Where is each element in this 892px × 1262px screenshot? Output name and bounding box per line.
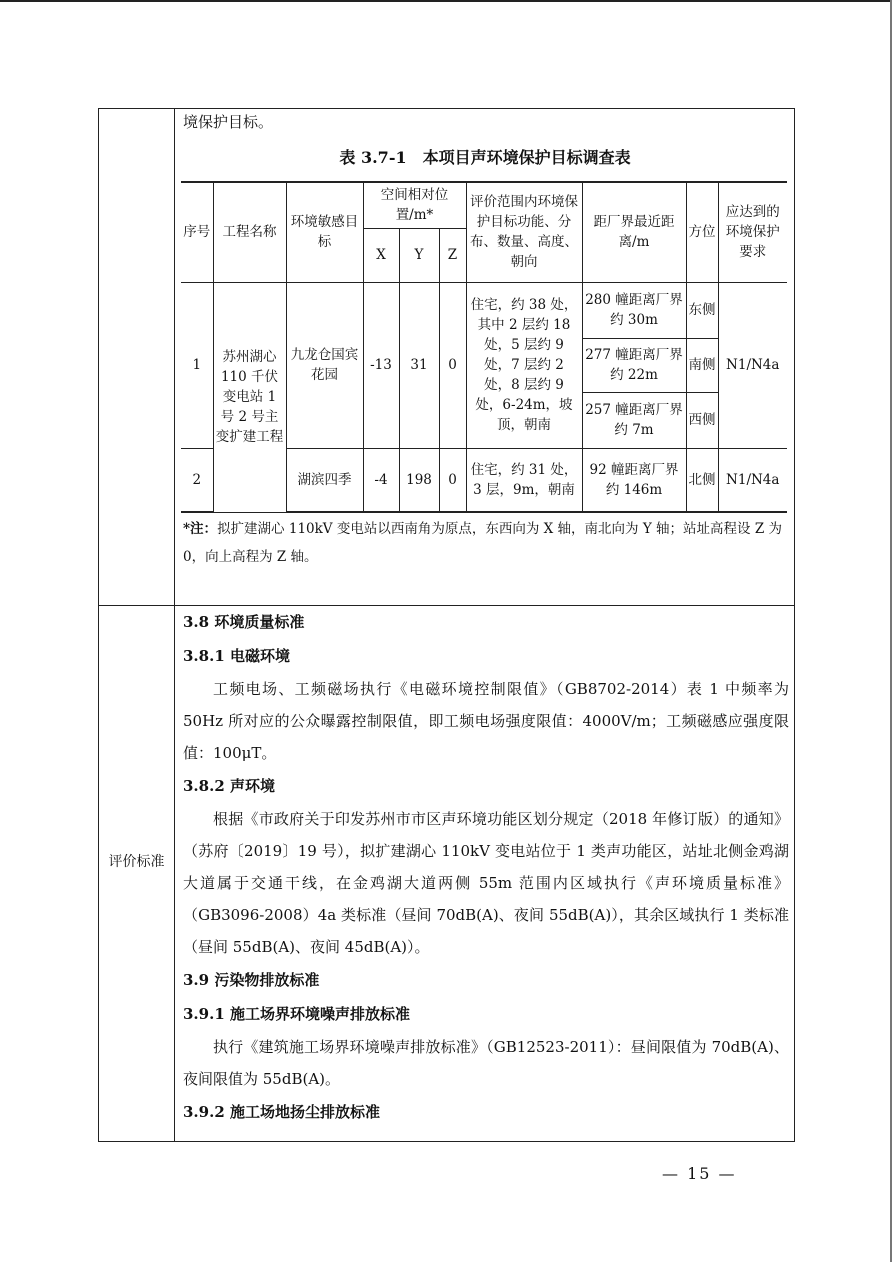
row2-target: 湖滨四季: [286, 448, 363, 512]
project-name-cell: 苏州湖心 110 千伏变电站 1 号 2 号主变扩建工程: [213, 282, 286, 512]
row2-distance: 92 幢距离厂界约 146m: [582, 448, 686, 512]
note-text: 拟扩建湖心 110kV 变电站以西南角为原点，东西向为 X 轴，南北向为 Y 轴；站址高程设 Z 为 0，向上高程为 Z 轴。: [183, 521, 782, 565]
paragraph-3-8-1: 工频电场、工频磁场执行《电磁环境控制限值》（GB8702-2014）表 1 中频率为 50Hz 所对应的公众曝露控制限值，即工频电场强度限值：4000V/m；工频磁感应强度限值：100μT。: [183, 680, 789, 762]
page-number: — 15 —: [662, 1164, 737, 1183]
standards-section: [183, 605, 789, 1129]
header-z: Z: [439, 228, 466, 282]
intro-line: 境保护目标。: [183, 113, 274, 131]
heading-3-8-2: 3.8.2 声环境: [183, 777, 275, 795]
noise-target-table: [181, 181, 787, 513]
header-project: 工程名称: [213, 182, 286, 282]
header-x: X: [363, 228, 399, 282]
paragraph-3-8-2: 根据《市政府关于印发苏州市市区声环境功能区划分规定（2018 年修订版）的通知》（苏府〔2019〕19 号），拟扩建湖心 110kV 变电站位于 1 类声功能区，站址北侧金鸡湖大道属于交通干线，在金鸡湖大道两侧 55m 范围内区域执行《声环境质量标准》（GB3096-2008）4a 类标准（昼间 70dB(A)、夜间 55dB(A)），其余区域执行 1 类标准（昼间 55dB(A)、夜间 45dB(A)）。: [183, 810, 789, 956]
row2-z: 0: [439, 448, 466, 512]
row1-direction-east: 东侧: [686, 282, 718, 338]
heading-3-8: 3.8 环境质量标准: [183, 613, 305, 631]
side-label-evaluation-standard: 评价标准: [108, 854, 165, 870]
header-requirement: 应达到的环境保护要求: [718, 182, 787, 282]
row2-no: 2: [181, 448, 213, 512]
row1-x: -13: [363, 282, 399, 448]
row1-distance-west: 257 幢距离厂界约 7m: [582, 392, 686, 448]
heading-3-9-2: 3.9.2 施工场地扬尘排放标准: [183, 1103, 380, 1121]
paragraph-3-9-1: 执行《建筑施工场界环境噪声排放标准》（GB12523-2011）：昼间限值为 70dB(A)、夜间限值为 55dB(A)。: [183, 1038, 789, 1088]
row1-scope: 住宅，约 38 处，其中 2 层约 18 处，5 层约 9 处，7 层约 2 处，8 层约 9 处，6-24m，坡顶，朝南: [466, 282, 582, 448]
note-label: *注：: [183, 521, 218, 537]
heading-3-9: 3.9 污染物排放标准: [183, 971, 320, 989]
report-frame: [98, 108, 795, 1142]
header-target: 环境敏感目标: [286, 182, 363, 282]
row2-requirement: N1/N4a: [718, 448, 787, 512]
row2-scope: 住宅，约 31 处，3 层，9m，朝南: [466, 448, 582, 512]
row1-direction-west: 西侧: [686, 392, 718, 448]
row2-direction: 北侧: [686, 448, 718, 512]
row1-direction-south: 南侧: [686, 338, 718, 392]
header-no: 序号: [181, 182, 213, 282]
page-top-border: [0, 0, 892, 2]
header-distance: 距厂界最近距离/m: [582, 182, 686, 282]
row2-y: 198: [399, 448, 439, 512]
header-direction: 方位: [686, 182, 718, 282]
row1-distance-south: 277 幢距离厂界约 22m: [582, 338, 686, 392]
header-position: 空间相对位置/m*: [363, 182, 466, 228]
row1-target: 九龙仓国宾花园: [286, 282, 363, 448]
column-divider: [174, 109, 175, 1141]
row1-z: 0: [439, 282, 466, 448]
table-caption: 表 3.7-1 本项目声环境保护目标调查表: [339, 148, 631, 167]
heading-3-9-1: 3.9.1 施工场界环境噪声排放标准: [183, 1005, 410, 1023]
header-scope: 评价范围内环境保护目标功能、分布、数量、高度、朝向: [466, 182, 582, 282]
header-y: Y: [399, 228, 439, 282]
row1-no: 1: [181, 282, 213, 448]
row1-distance-east: 280 幢距离厂界约 30m: [582, 282, 686, 338]
row2-x: -4: [363, 448, 399, 512]
heading-3-8-1: 3.8.1 电磁环境: [183, 647, 290, 665]
row1-y: 31: [399, 282, 439, 448]
table-footnote: [183, 515, 789, 571]
row1-requirement: N1/N4a: [718, 282, 787, 448]
